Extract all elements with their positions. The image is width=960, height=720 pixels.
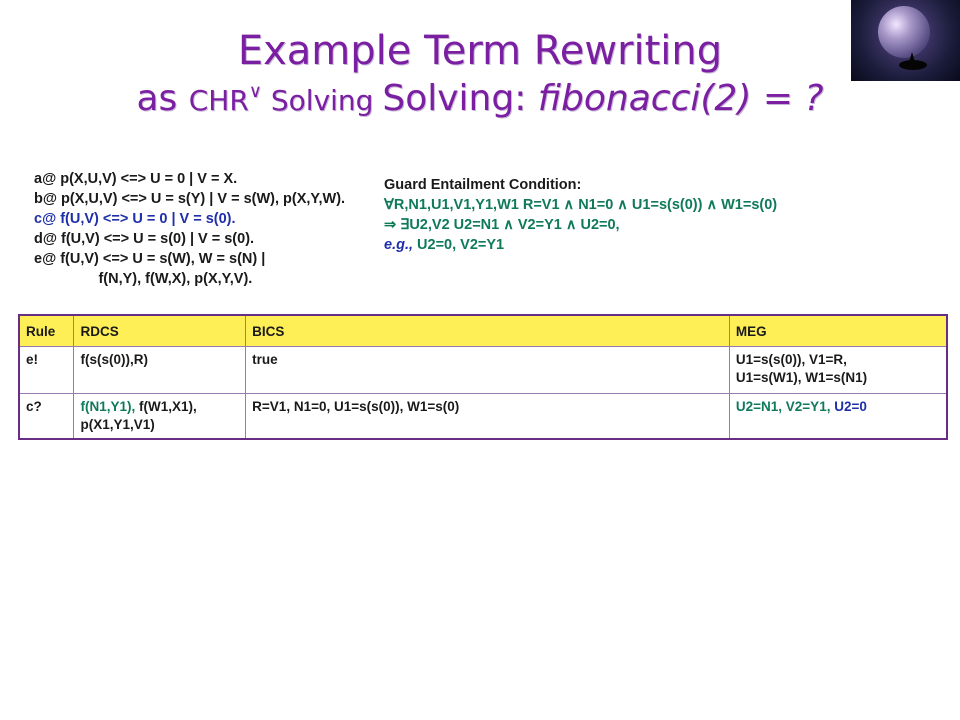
guard-line3-rest: U2=0, V2=Y1: [413, 237, 505, 253]
rule-a: [34, 169, 345, 189]
title-chr-superscript: ∨: [248, 81, 262, 102]
rule-b: [34, 189, 345, 209]
guard-line2: ⇒ ∃U2,V2 U2=N1 ∧ V2=Y1 ∧ U2=0,: [384, 217, 620, 233]
meg-part-b: U2=0: [830, 399, 867, 414]
title-line1-text: Example Term Rewriting: [237, 28, 723, 74]
decorative-orca-image: [851, 0, 960, 81]
title-prefix: as: [136, 78, 189, 119]
rule-c: [34, 209, 345, 229]
rule-c-body: f(U,V) <=> U = 0 | V = s(0).: [56, 211, 236, 227]
cell-bics: R=V1, N1=0, U1=s(s(0)), W1=s(0): [246, 394, 730, 440]
slide-title-line1: [0, 28, 960, 74]
chr-rules-block: [34, 169, 345, 289]
rule-e-label: e@: [34, 251, 57, 267]
derivation-table: [18, 314, 948, 440]
header-meg: MEG: [729, 315, 947, 347]
rule-e-continuation: [34, 269, 345, 289]
guard-line3: [384, 235, 777, 255]
meg-line-b: U1=s(W1), W1=s(N1): [735, 370, 868, 385]
rule-b-label: b@: [34, 191, 57, 207]
guard-eg: e.g.,: [384, 237, 414, 253]
title-solving: Solving:: [382, 78, 538, 119]
rule-d: [34, 229, 345, 249]
slide-title-line2: [0, 78, 960, 119]
rdcs-part-a: f(N1,Y1),: [80, 399, 136, 414]
rdcs-part-b: f(W1,X1),: [135, 399, 197, 414]
title-solving-small: Solving: [261, 84, 383, 117]
rule-b-body: p(X,U,V) <=> U = s(Y) | V = s(W), p(X,Y,W).: [57, 191, 346, 207]
title-chr: CHR: [188, 84, 249, 117]
meg-part-a: U2=N1, V2=Y1,: [735, 399, 831, 414]
rule-e-cont-body: f(N,Y), f(W,X), p(X,Y,V).: [34, 271, 253, 287]
rule-c-label: c@: [34, 211, 57, 227]
rule-a-body: p(X,U,V) <=> U = 0 | V = X.: [56, 171, 238, 187]
orca-graphic: [899, 60, 927, 70]
rule-d-label: d@: [34, 231, 57, 247]
header-rdcs: RDCS: [74, 315, 246, 347]
cell-meg: [729, 394, 947, 440]
cell-bics: true: [246, 347, 730, 394]
table-row: [19, 394, 947, 440]
rule-e: [34, 249, 345, 269]
table-header-row: [19, 315, 947, 347]
sphere-graphic: [878, 6, 930, 58]
meg-line-a: U1=s(s(0)), V1=R,: [735, 352, 847, 367]
header-bics: BICS: [246, 315, 730, 347]
rdcs-part-c: p(X1,Y1,V1): [80, 417, 155, 432]
rule-a-label: a@: [34, 171, 57, 187]
cell-meg: [729, 347, 947, 394]
cell-rule: c?: [19, 394, 74, 440]
header-rule: Rule: [19, 315, 74, 347]
cell-rdcs: f(s(s(0)),R): [74, 347, 246, 394]
guard-condition-block: [384, 175, 777, 255]
table-row: [19, 347, 947, 394]
cell-rule: e!: [19, 347, 74, 394]
guard-line1: ∀R,N1,U1,V1,Y1,W1 R=V1 ∧ N1=0 ∧ U1=s(s(0)) ∧ W1=s(0): [384, 197, 778, 213]
title-query: fibonacci(2) = ?: [537, 78, 824, 119]
rule-d-body: f(U,V) <=> U = s(0) | V = s(0).: [57, 231, 255, 247]
rule-e-body: f(U,V) <=> U = s(W), W = s(N) |: [56, 251, 266, 267]
guard-heading: Guard Entailment Condition:: [384, 177, 582, 193]
cell-rdcs: [74, 394, 246, 440]
